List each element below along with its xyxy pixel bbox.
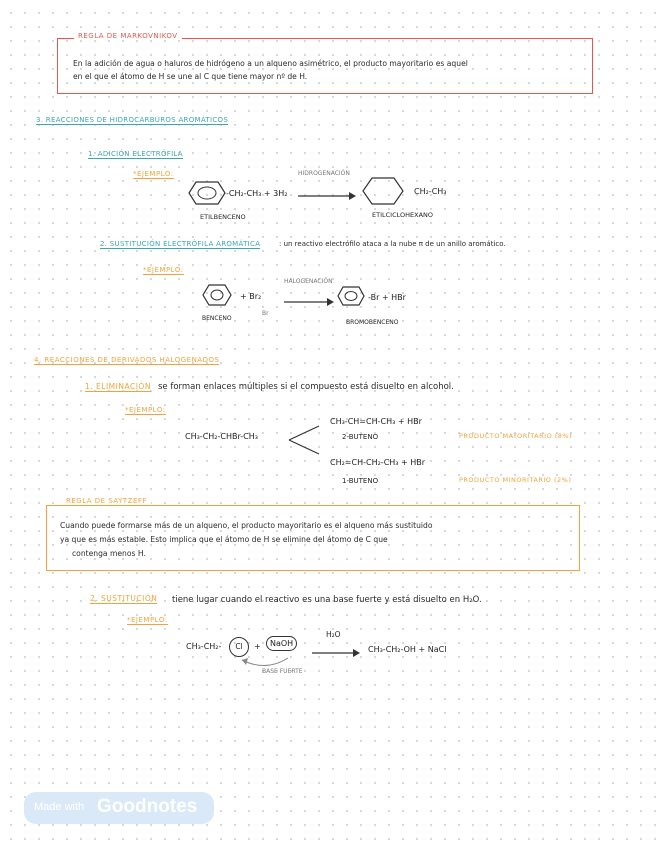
- reaction-3-reagent: NaOH: [266, 636, 297, 651]
- benzene-ring-3: [337, 286, 365, 306]
- benzene-ring-2: [202, 284, 232, 306]
- saytzeff-line-1: Cuando puede formarse más de un alqueno, el producto mayoritario es el alqueno más sustituido: [60, 521, 433, 530]
- reaction-3-reactant: CH₃-CH₂-: [186, 642, 222, 651]
- reaction-1-product: CH₂-CH₃: [414, 187, 447, 196]
- reaction-3-curved-arrow: [236, 655, 296, 669]
- reaction-2-arrow-label: HALOGENACIÓN: [284, 278, 333, 285]
- section-3-sub-1: 1. ADICIÓN ELECTRÓFILA: [88, 150, 183, 158]
- saytzeff-line-2: ya que es más estable. Esto implica que el átomo de H se elimine del átomo de C que: [60, 535, 388, 544]
- reaction-2-reactant: + Br₂: [240, 292, 262, 301]
- reaction-1-name-right: ETILCICLOHEXANO: [372, 211, 433, 219]
- section-3-sub-2-desc: : un reactivo electrófilo ataca a la nube π de un anillo aromático.: [279, 240, 506, 248]
- markovnikov-line-1: En la adición de agua o haluros de hidrógeno a un alqueno asimétrico, el producto mayoritario es aquel: [73, 59, 468, 68]
- markovnikov-title: REGLA DE MARKOVNIKOV: [74, 32, 182, 40]
- made-with-label: Made with: [34, 801, 85, 813]
- section-4-example-2: *EJEMPLO:: [127, 616, 168, 624]
- section-3-example-2: *EJEMPLO:: [143, 266, 184, 274]
- reaction-2-arrow: [284, 292, 334, 302]
- reaction-2-name-right: BROMOBENCENO: [346, 319, 399, 326]
- reaction-1-arrow: [298, 186, 356, 196]
- reaction-3-product: CH₃-CH₂-OH + NaCl: [368, 645, 447, 654]
- reaction-2-name-left: BENCENO: [202, 315, 232, 322]
- section-4-example-1: *EJEMPLO:: [125, 406, 166, 414]
- section-4-heading: 4. REACCIONES DE DERIVADOS HALOGENADOS: [34, 356, 220, 364]
- saytzeff-title: REGLA DE SAYTZEFF: [62, 497, 151, 505]
- product-a-name: 2-BUTENO: [342, 433, 379, 441]
- reaction-1-reactant: -CH₂-CH₃ + 3H₂: [226, 189, 288, 198]
- reaction-3-arrow: [312, 643, 360, 653]
- reaction-3-note: BASE FUERTE: [262, 668, 303, 675]
- goodnotes-badge[interactable]: [24, 792, 214, 824]
- elimination-reactant: CH₃-CH₂-CHBr-CH₃: [185, 432, 258, 441]
- reaction-1-name-left: ETILBENCENO: [200, 213, 246, 221]
- product-a-formula: CH₃-CH=CH-CH₃ + HBr: [330, 417, 422, 426]
- section-4-sub-1: 1. ELIMINACIÓN: [85, 382, 151, 391]
- section-4-sub-2: 2. SUSTITUCIÓN: [90, 594, 158, 603]
- product-b-name: 1-BUTENO: [342, 477, 379, 485]
- product-b-formula: CH₂=CH-CH₂-CH₃ + HBr: [330, 458, 426, 467]
- benzene-ring-1: [188, 180, 226, 206]
- saytzeff-line-3: contenga menos H.: [72, 549, 146, 558]
- section-3-heading: 3. REACCIONES DE HIDROCARBUROS AROMÁTICOS: [36, 116, 229, 124]
- reaction-3-circled-cl: Cl: [229, 637, 249, 657]
- reaction-3-arrow-label: H₂O: [326, 630, 341, 639]
- section-4-sub-1-desc: se forman enlaces múltiples si el compuesto está disuelto en alcohol.: [158, 382, 454, 392]
- section-4-sub-2-desc: tiene lugar cuando el reactivo es una base fuerte y está disuelto en H₂O.: [172, 595, 482, 605]
- reaction-3-plus: +: [254, 642, 261, 651]
- product-a-label: PRODUCTO MAYORITARIO (8%): [459, 432, 573, 440]
- reaction-2-product: -Br + HBr: [368, 293, 406, 302]
- elimination-branch-arrows: [287, 424, 321, 456]
- product-b-label: PRODUCTO MINORITARIO (2%): [459, 476, 572, 484]
- reaction-1-arrow-label: HIDROGENACIÓN: [298, 170, 350, 177]
- markovnikov-line-2: en el que el átomo de H se une al C que tiene mayor nº de H.: [73, 72, 308, 81]
- cyclohexane-ring: [362, 176, 404, 206]
- section-3-sub-2: 2. SUSTITUCIÓN ELECTRÓFILA AROMÁTICA: [100, 240, 261, 248]
- section-3-example-1: *EJEMPLO:: [133, 170, 174, 178]
- reaction-2-small-br: Br: [262, 310, 269, 317]
- goodnotes-brand: Goodnotes: [97, 796, 198, 817]
